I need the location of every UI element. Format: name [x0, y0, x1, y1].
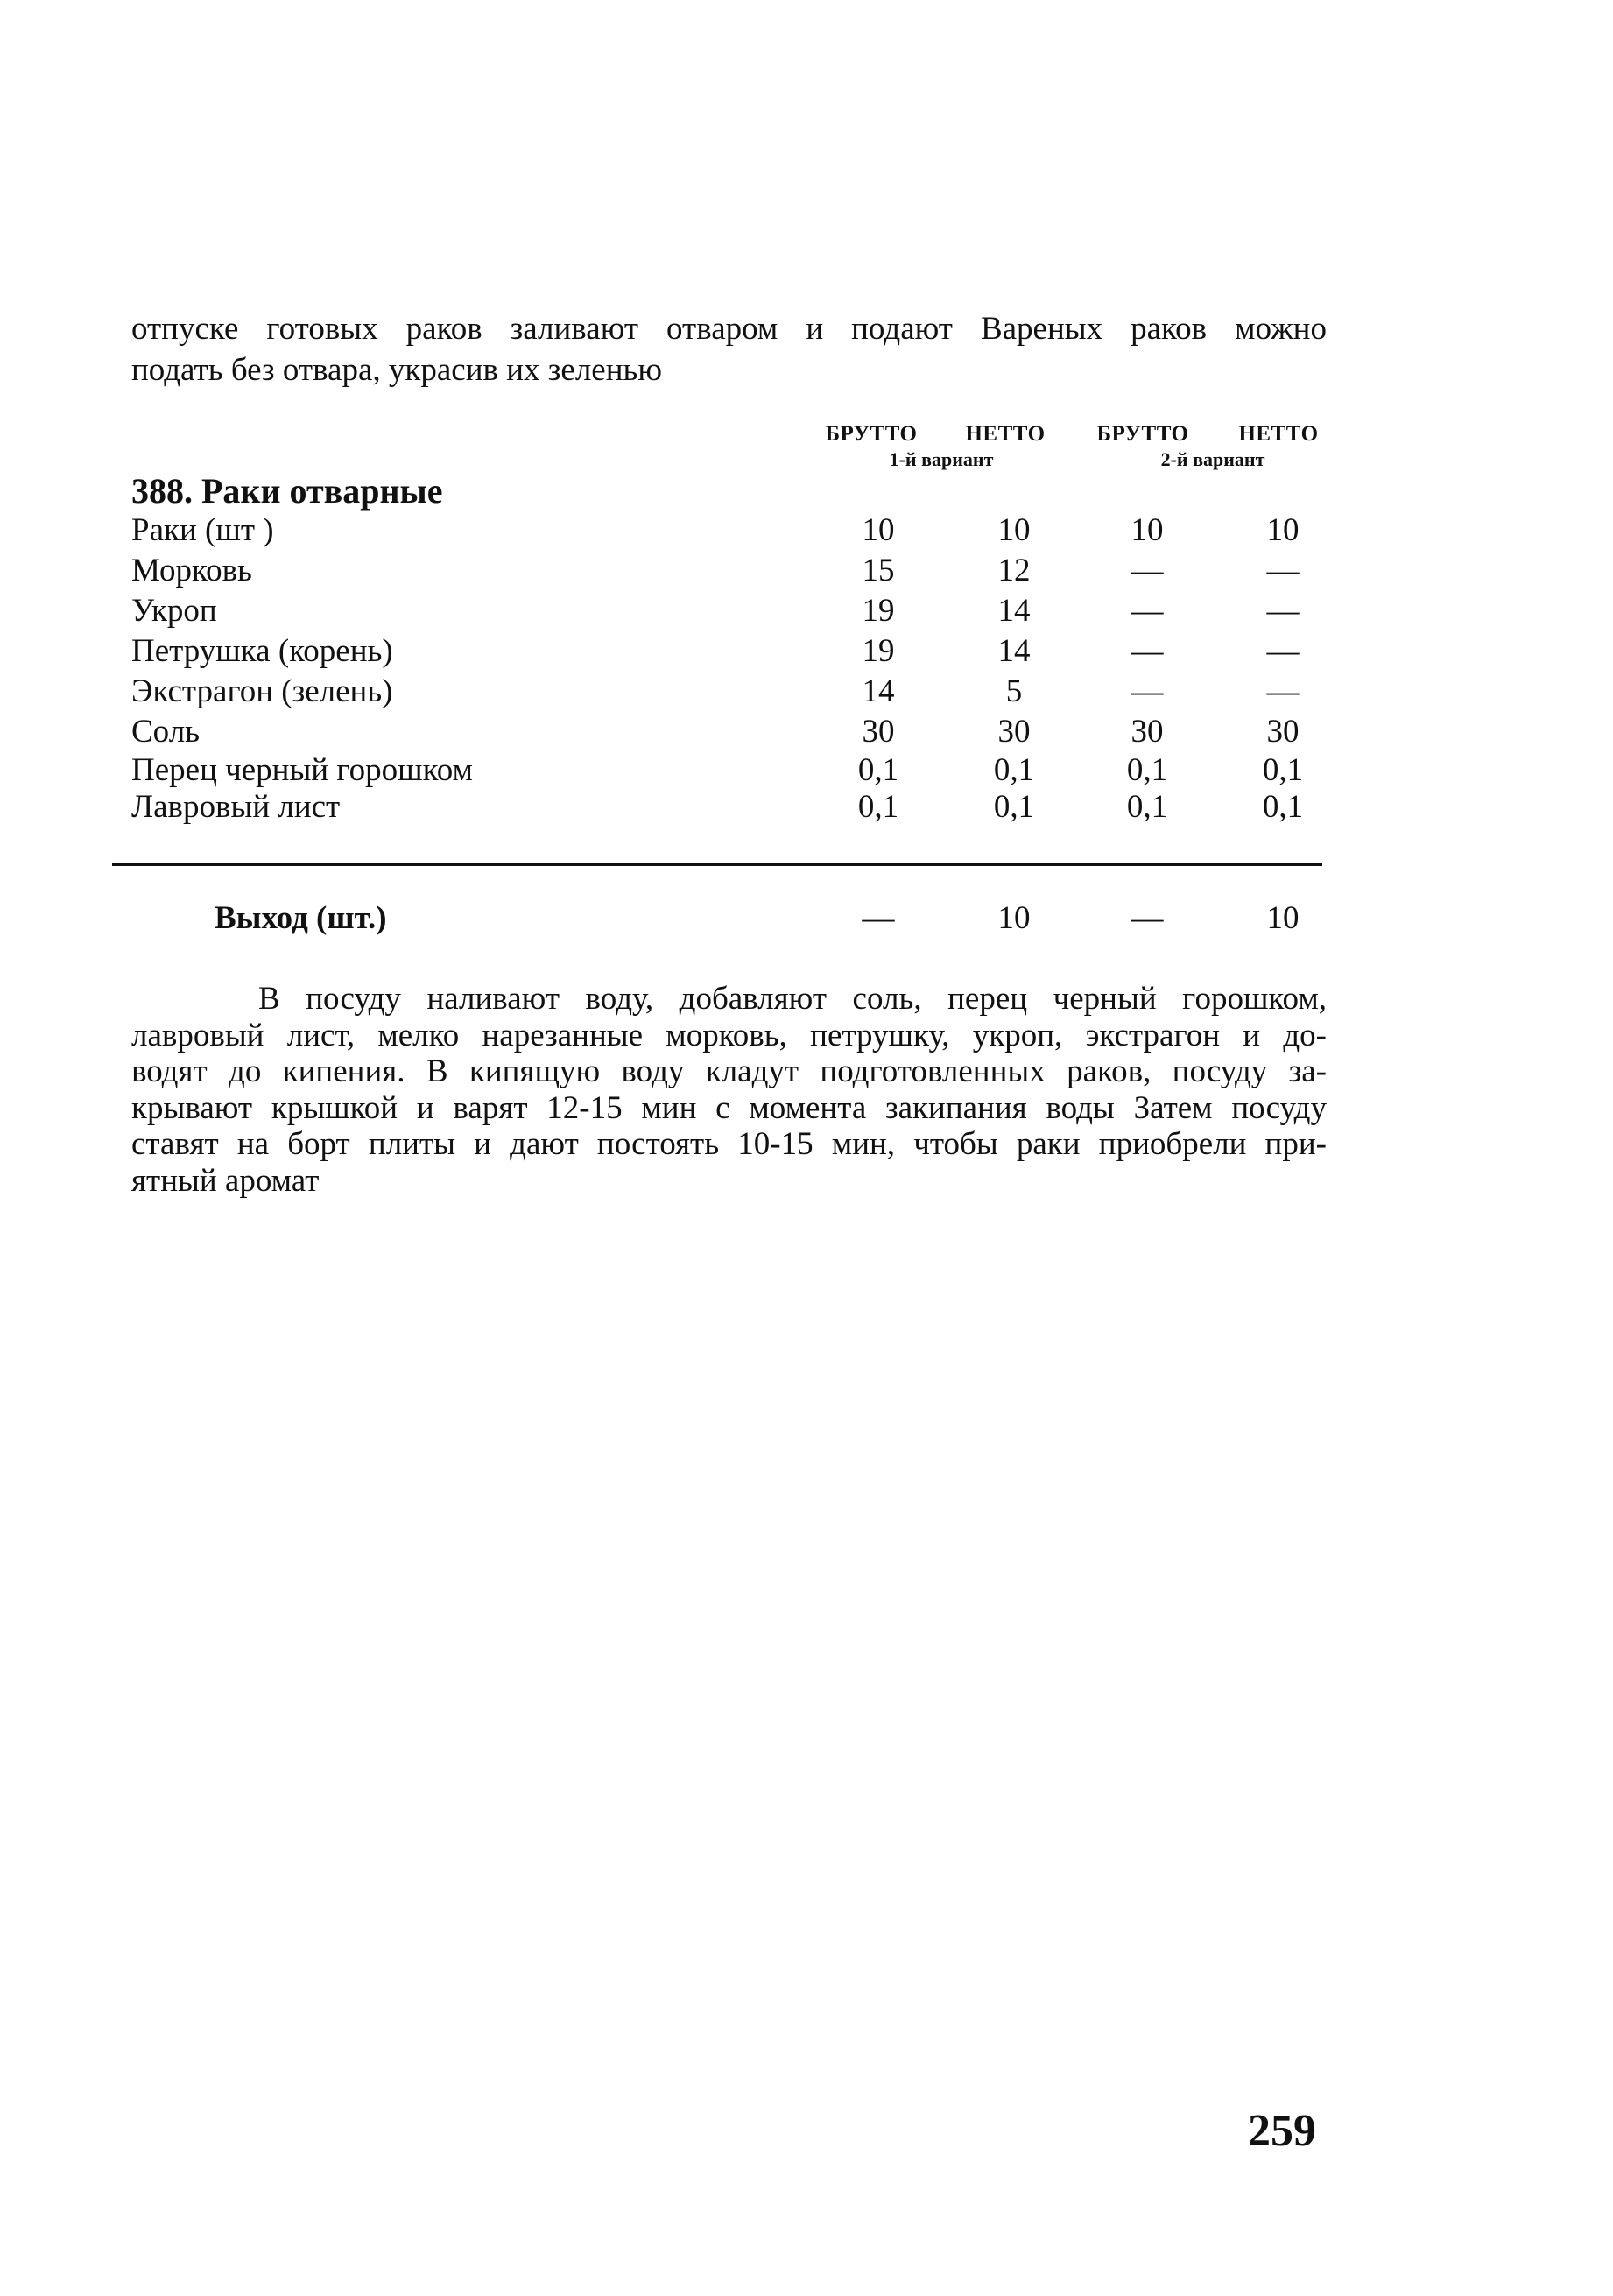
page-number: 259	[1248, 2106, 1316, 2156]
brutto-2-value: 30	[1131, 714, 1164, 750]
brutto-1-value: 0,1	[857, 789, 899, 825]
brutto-2-value: —	[1131, 633, 1164, 669]
intro-paragraph	[131, 308, 1327, 391]
yield-label: Выход (шт.)	[215, 900, 387, 936]
ingredient-name: Перец черный горошком	[131, 752, 473, 788]
intro-line: подать без отвара, украсив их зеленью	[131, 352, 663, 388]
netto-1-value: 0,1	[993, 789, 1035, 825]
netto-1-value: 5	[1005, 673, 1023, 709]
netto-2-value: —	[1266, 633, 1300, 669]
column-header-netto-2: НЕТТО	[1238, 422, 1319, 446]
brutto-2-value: —	[1131, 673, 1164, 709]
netto-1-value: 30	[997, 714, 1031, 750]
ingredient-name: Укроп	[131, 593, 217, 629]
yield-row	[131, 899, 1340, 943]
brutto-2-value: —	[1131, 553, 1164, 588]
column-header-netto-1: НЕТТО	[965, 422, 1046, 446]
column-header-brutto-2: БРУТТО	[1096, 422, 1189, 446]
table-row	[131, 511, 1340, 552]
ingredient-name: Экстрагон (зелень)	[131, 673, 393, 709]
brutto-1-value: 10	[862, 512, 895, 548]
brutto-2-value: 0,1	[1126, 752, 1168, 788]
intro-line: отпуске готовых раков заливают отваром и подают Вареных раков можно	[131, 311, 1327, 347]
method-line: ятный аромат	[131, 1162, 320, 1199]
brutto-1-value: 0,1	[857, 752, 899, 788]
table-row	[131, 713, 1340, 753]
table-row	[131, 673, 1340, 713]
table-row	[131, 632, 1340, 673]
yield-brutto-2: —	[1131, 900, 1164, 936]
netto-1-value: 14	[997, 633, 1031, 669]
table-row	[131, 751, 1340, 792]
brutto-1-value: 30	[862, 714, 895, 750]
ingredient-name: Соль	[131, 714, 201, 750]
netto-2-value: —	[1266, 553, 1300, 588]
yield-netto-2: 10	[1266, 900, 1300, 936]
ingredient-name: Раки (шт )	[131, 512, 274, 548]
method-line: крывают крышкой и варят 12-15 мин с момента закипания воды Затем посуду	[131, 1089, 1327, 1126]
column-header-brutto-1: БРУТТО	[825, 422, 918, 446]
table-row	[131, 592, 1340, 632]
yield-brutto-1: —	[862, 900, 895, 936]
ingredient-name: Морковь	[131, 553, 252, 588]
netto-1-value: 10	[997, 512, 1031, 548]
netto-1-value: 0,1	[993, 752, 1035, 788]
table-row	[131, 552, 1340, 592]
method-paragraph	[131, 981, 1327, 1199]
netto-1-value: 12	[997, 553, 1031, 588]
netto-2-value: 0,1	[1262, 789, 1304, 825]
table-row	[131, 788, 1340, 828]
method-line: ставят на борт плиты и дают постоять 10-15 мин, чтобы раки приобрели при-	[131, 1126, 1327, 1162]
brutto-2-value: 10	[1131, 512, 1164, 548]
netto-2-value: 0,1	[1262, 752, 1304, 788]
netto-2-value: 10	[1266, 512, 1300, 548]
table-divider	[112, 863, 1322, 866]
brutto-1-value: 19	[862, 593, 895, 629]
ingredient-name: Петрушка (корень)	[131, 633, 393, 669]
netto-2-value: —	[1266, 673, 1300, 709]
method-line: В посуду наливают воду, добавляют соль, перец черный горошком,	[258, 981, 1327, 1017]
yield-netto-1: 10	[997, 900, 1031, 936]
method-line: лавровый лист, мелко нарезанные морковь, петрушку, укроп, экстрагон и до-	[131, 1017, 1327, 1053]
netto-2-value: —	[1266, 593, 1300, 629]
brutto-2-value: 0,1	[1126, 789, 1168, 825]
brutto-1-value: 15	[862, 553, 895, 588]
method-line: водят до кипения. В кипящую воду кладут подготовленных раков, посуду за-	[131, 1053, 1327, 1089]
variant-label-1: 1-й вариант	[889, 448, 994, 470]
brutto-1-value: 19	[862, 633, 895, 669]
ingredient-name: Лавровый лист	[131, 789, 341, 825]
brutto-2-value: —	[1131, 593, 1164, 629]
netto-1-value: 14	[997, 593, 1031, 629]
recipe-title: 388. Раки отварные	[131, 471, 443, 511]
netto-2-value: 30	[1266, 714, 1300, 750]
variant-label-2: 2-й вариант	[1160, 448, 1265, 470]
brutto-1-value: 14	[862, 673, 895, 709]
